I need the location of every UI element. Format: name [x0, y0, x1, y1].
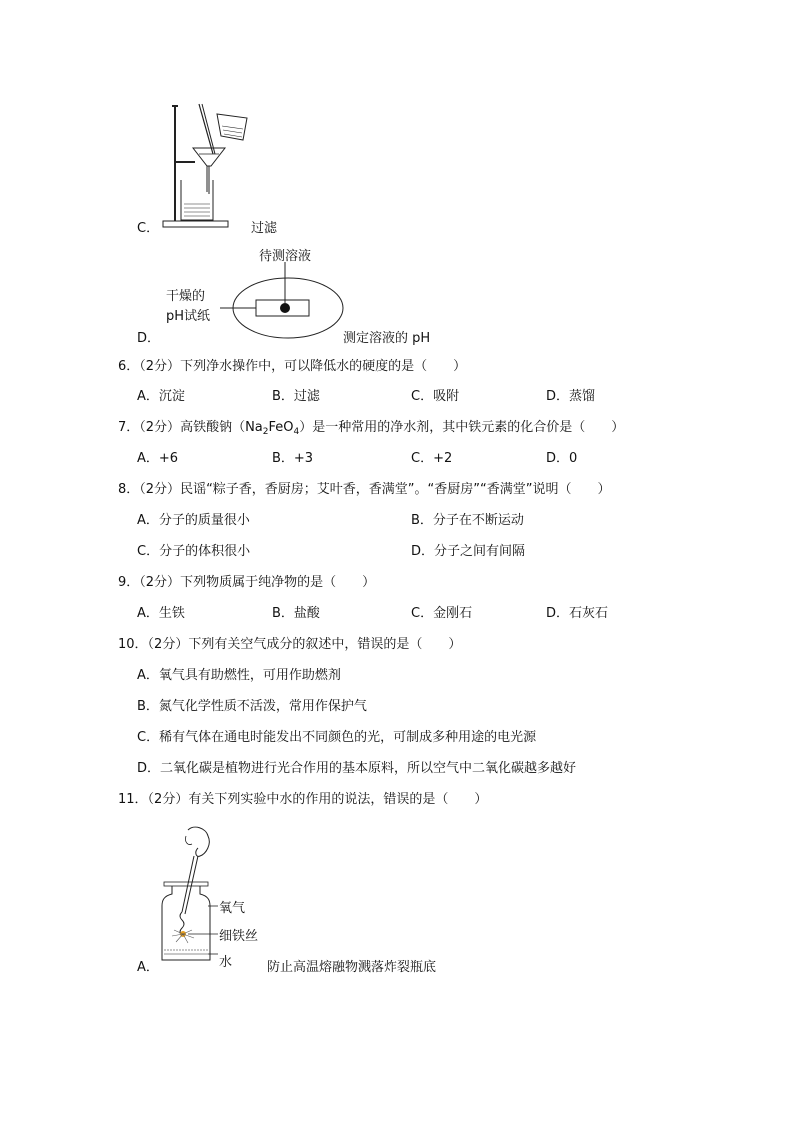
option: B．+3 [272, 451, 314, 466]
option: C．吸附 [411, 389, 460, 404]
figure-a-letter: A． [137, 960, 159, 975]
option: B．盐酸 [272, 606, 320, 621]
option: D．蒸馏 [546, 389, 596, 404]
question-stem: 8．（2分）民谣“粽子香，香厨房；艾叶香，香满堂”。“香厨房”“香满堂”说明（ ） [118, 482, 611, 497]
option: D．分子之间有间隔 [411, 544, 526, 559]
ph-label-dry: 干燥的 [166, 289, 206, 304]
iron-combustion-diagram [158, 822, 278, 972]
filtration-diagram [155, 96, 278, 236]
question-stem: 6．（2分）下列净水操作中，可以降低水的硬度的是（ ） [118, 359, 467, 374]
ph-label-paper: pH试纸 [166, 309, 211, 324]
question-stem: 11．（2分）有关下列实验中水的作用的说法，错误的是（ ） [118, 792, 488, 807]
option: A．氧气具有助燃性，可用作助燃剂 [137, 668, 341, 683]
option: B．过滤 [272, 389, 320, 404]
option: A．分子的质量很小 [137, 513, 250, 528]
option: C．分子的体积很小 [137, 544, 251, 559]
option: A．+6 [137, 451, 179, 466]
option: D．二氧化碳是植物进行光合作用的基本原料，所以空气中二氧化碳越多越好 [137, 761, 577, 776]
label-water: 水 [219, 955, 233, 970]
ph-label-solution: 待测溶液 [259, 249, 312, 264]
option: C．稀有气体在通电时能发出不同颜色的光，可制成多种用途的电光源 [137, 730, 537, 745]
option: B．分子在不断运动 [411, 513, 524, 528]
option: C．金刚石 [411, 606, 473, 621]
option: C．+2 [411, 451, 453, 466]
figure-c-caption: 过滤 [251, 221, 278, 236]
figure-d-letter: D． [137, 331, 161, 346]
option: A．沉淀 [137, 389, 185, 404]
figure-a-caption: 防止高温熔融物溅落炸裂瓶底 [267, 960, 437, 975]
question-stem: 7．（2分）高铁酸钠$(Na_2FeO_4)$是一种常用的净水剂，其中铁元素的化合价是（ ） [118, 420, 625, 437]
label-iron-wire: 细铁丝 [219, 929, 259, 944]
question-stem: 10．（2分）下列有关空气成分的叙述中，错误的是（ ） [118, 637, 462, 652]
option: D．0 [546, 451, 578, 466]
option: A．生铁 [137, 606, 185, 621]
figure-d-caption: 测定溶液的 pH [343, 331, 431, 346]
question-stem: 9．（2分）下列物质属于纯净物的是（ ） [118, 575, 376, 590]
figure-c-letter: C． [137, 221, 160, 236]
option: B．氮气化学性质不活泼，常用作保护气 [137, 699, 367, 714]
option: D．石灰石 [546, 606, 609, 621]
label-oxygen: 氧气 [219, 901, 246, 916]
